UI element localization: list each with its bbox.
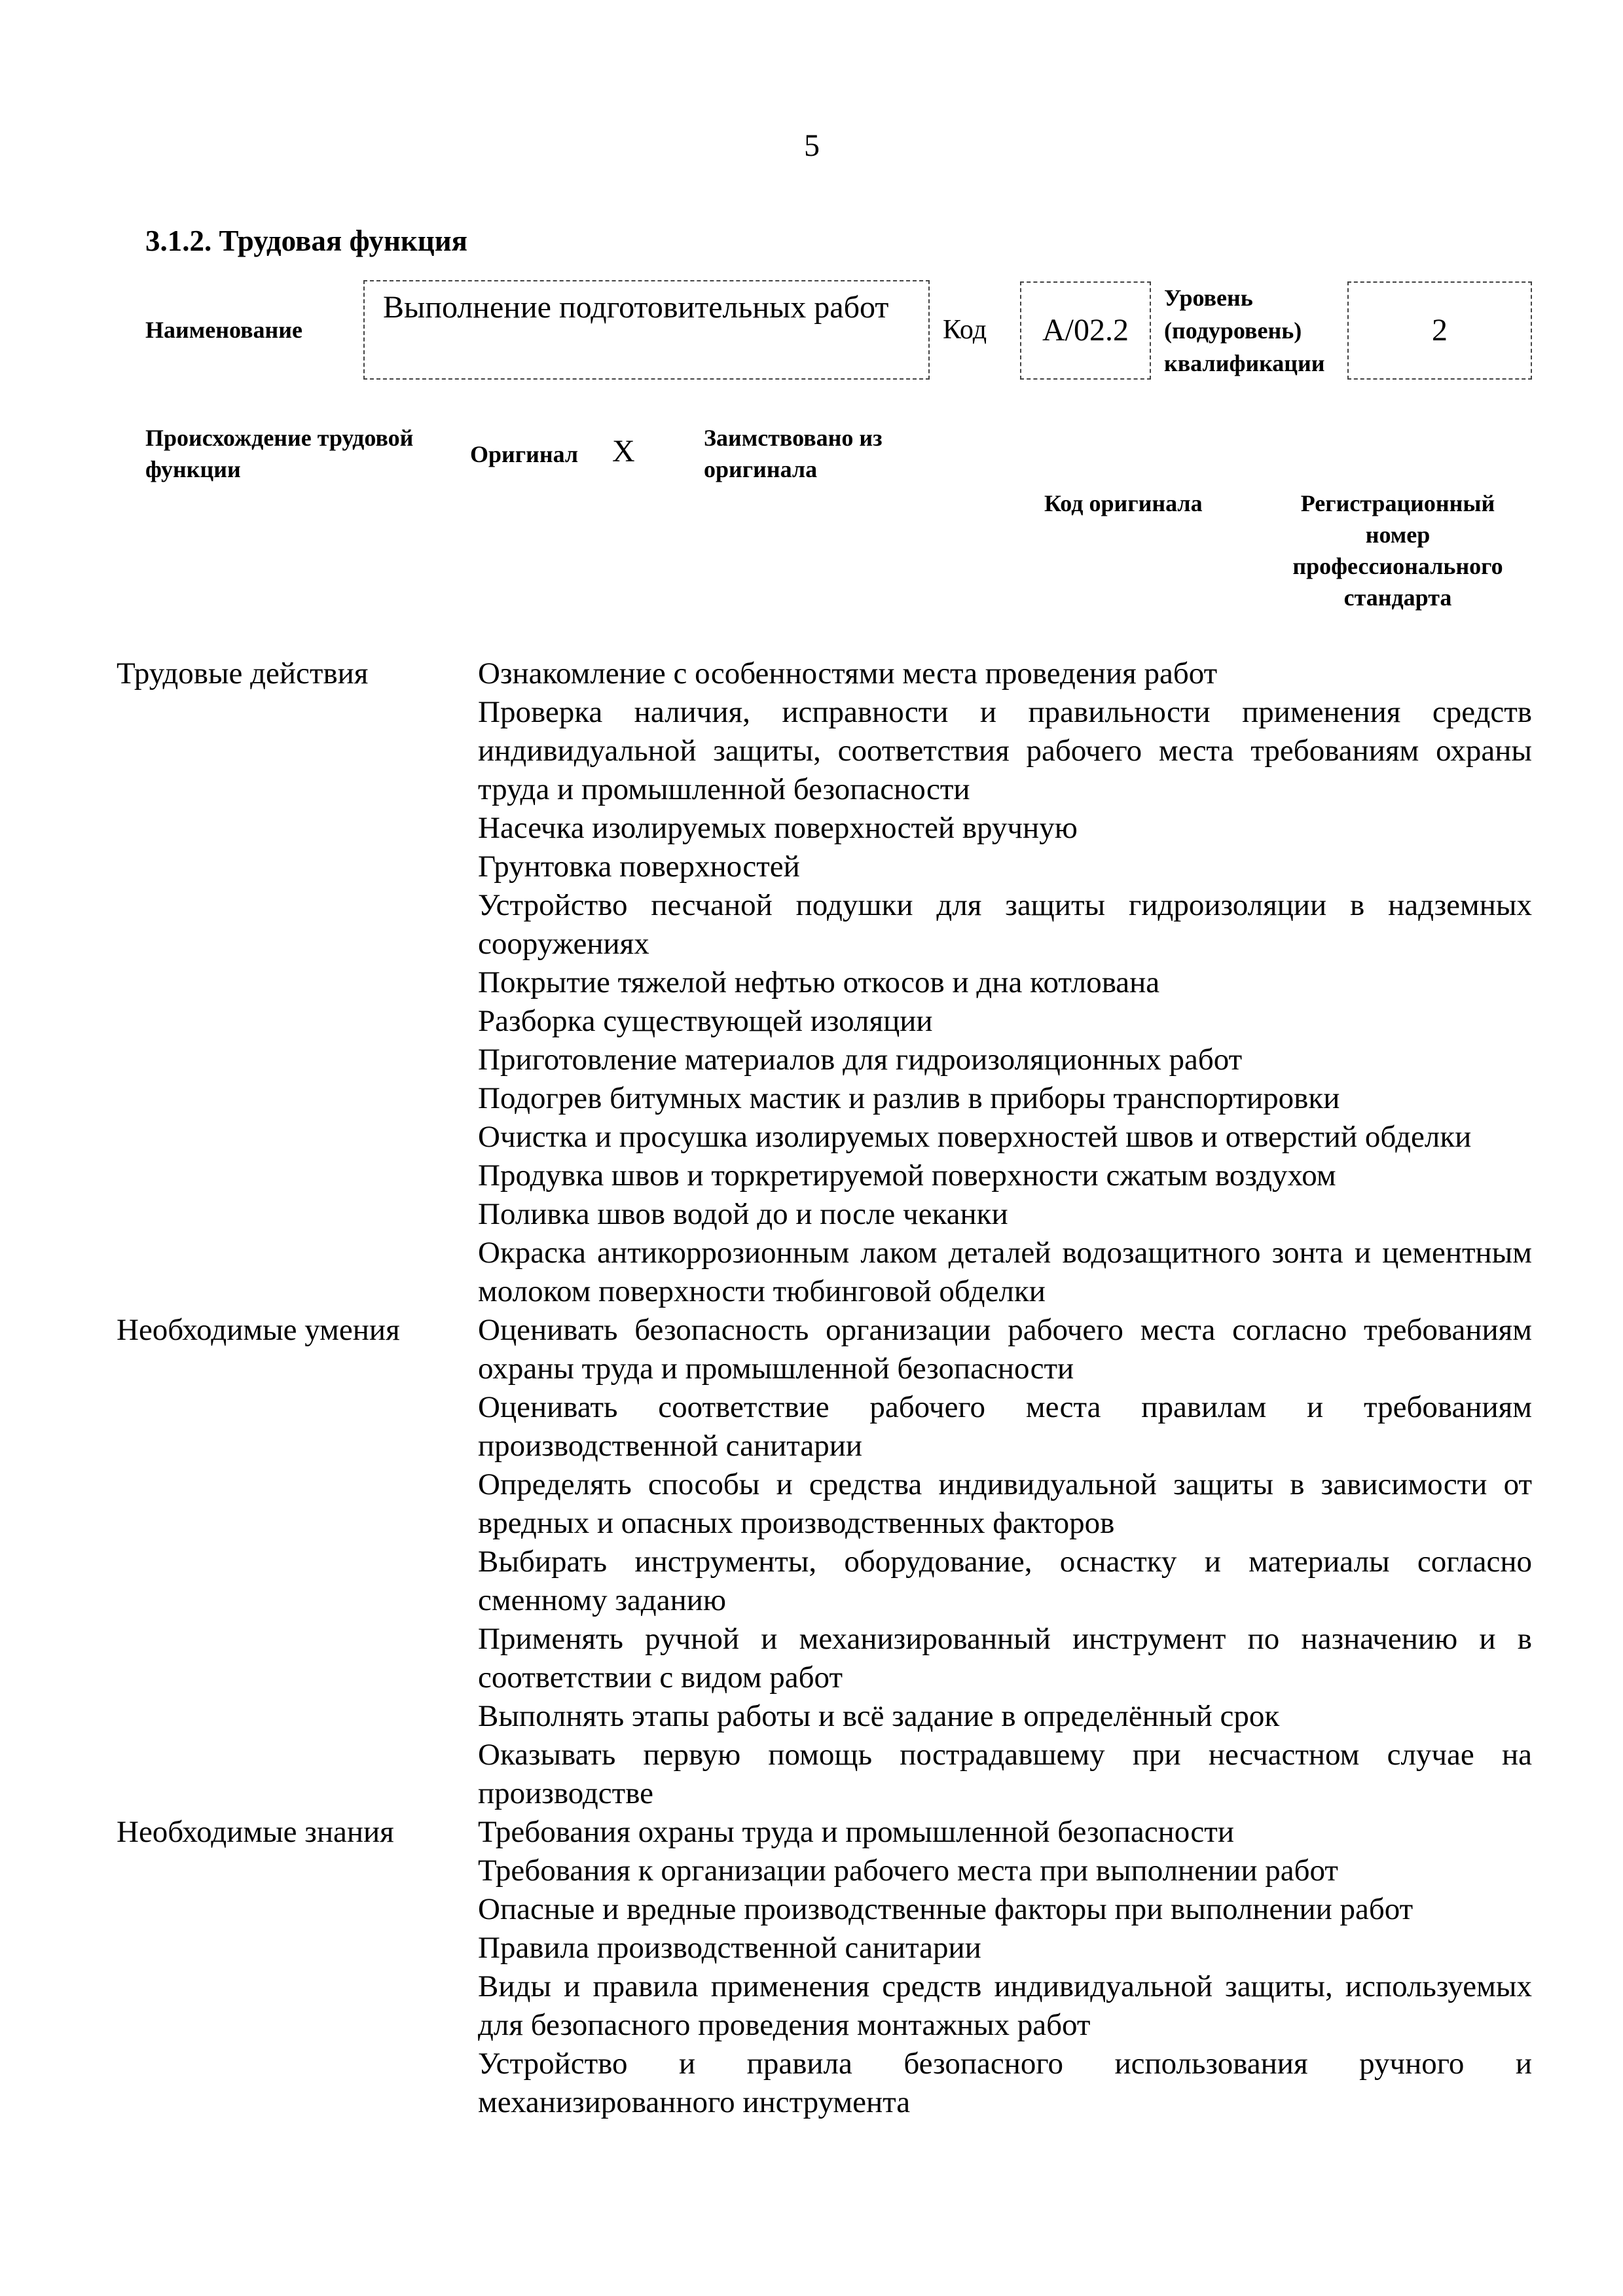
table-row <box>111 1195 1532 1234</box>
table-row <box>111 1543 1532 1620</box>
reg-number-line-4: стандарта <box>1343 584 1452 611</box>
table-row <box>111 1234 1532 1311</box>
section-label-spacer <box>111 1620 477 1697</box>
list-item: Определять способы и средства индивидуальной защиты в зависимости от вредных и опасных производственных факторов <box>478 1467 1532 1540</box>
section-label-spacer <box>111 1967 477 2045</box>
list-item: Требования охраны труда и промышленной безопасности <box>478 1815 1234 1849</box>
section-label-spacer <box>111 1195 477 1234</box>
section-label-spacer <box>111 1079 477 1118</box>
section-label-spacer <box>111 1736 477 1813</box>
list-item: Оценивать безопасность организации рабочего места согласно требованиям охраны труда и промышленной безопасности <box>478 1313 1532 1386</box>
section-label-spacer <box>111 1002 477 1041</box>
list-item: Оценивать соответствие рабочего места правилам и требованиям производственной санитарии <box>478 1390 1532 1463</box>
page-number: 5 <box>804 128 820 163</box>
section-label-spacer <box>111 1543 477 1620</box>
list-item: Поливка швов водой до и после чеканки <box>478 1197 1008 1231</box>
table-row <box>111 1157 1532 1195</box>
section-label-spacer <box>111 1465 477 1543</box>
table-row <box>111 1813 1532 1852</box>
section-label-spacer <box>111 1041 477 1079</box>
table-row <box>111 886 1532 963</box>
table-row <box>111 1620 1532 1697</box>
reg-number-line-2: номер <box>1365 522 1431 548</box>
table-row <box>111 1736 1532 1813</box>
list-item: Грунтовка поверхностей <box>478 850 800 884</box>
borrowed-label-line-1: Заимствовано из <box>704 425 883 451</box>
level-label-line-1: Уровень <box>1164 285 1253 311</box>
table-row <box>111 963 1532 1002</box>
name-label: Наименование <box>145 317 302 343</box>
table-row <box>111 809 1532 848</box>
borrowed-label <box>704 422 883 485</box>
reg-number-line-3: профессионального <box>1292 553 1503 579</box>
reg-number-line-1: Регистрационный <box>1300 490 1495 516</box>
list-item: Проверка наличия, исправности и правильности применения средств индивидуальной защиты, соответствия рабочего места требованиям охраны труда и промышленной безопасности <box>478 695 1532 806</box>
list-item: Выполнять этапы работы и всё задание в определённый срок <box>478 1699 1280 1733</box>
table-row <box>111 1041 1532 1079</box>
table-row <box>111 1388 1532 1465</box>
name-value: Выполнение подготовительных работ <box>383 290 889 325</box>
table-row <box>111 2045 1532 2122</box>
table-row <box>111 1311 1532 1388</box>
origin-label <box>145 422 413 485</box>
list-item: Продувка швов и торкретируемой поверхности сжатым воздухом <box>478 1158 1336 1193</box>
labor-function-table <box>111 655 1532 2122</box>
list-item: Окраска антикоррозионным лаком деталей водозащитного зонта и цементным молоком поверхности тюбинговой обделки <box>478 1236 1532 1308</box>
list-item: Опасные и вредные производственные факторы при выполнении работ <box>478 1892 1413 1926</box>
list-item: Разборка существующей изоляции <box>478 1004 933 1038</box>
table-row <box>111 693 1532 809</box>
level-label-line-2: (подуровень) <box>1164 317 1302 344</box>
name-box <box>363 280 930 380</box>
table-row <box>111 1890 1532 1929</box>
section-label-spacer <box>111 848 477 886</box>
section-label-spacer <box>111 1118 477 1157</box>
section-label-spacer <box>111 1234 477 1311</box>
code-label: Код <box>943 315 987 345</box>
list-item: Покрытие тяжелой нефтью откосов и дна котлована <box>478 965 1160 999</box>
qualification-level-label <box>1164 281 1325 380</box>
section-label-spacer <box>111 1157 477 1195</box>
level-box <box>1347 281 1532 380</box>
table-row <box>111 848 1532 886</box>
section-label-spacer <box>111 809 477 848</box>
section-label: Необходимые умения <box>117 1313 400 1347</box>
code-box <box>1020 281 1151 380</box>
section-title: 3.1.2. Трудовая функция <box>145 224 468 257</box>
list-item: Выбирать инструменты, оборудование, оснастку и материалы согласно сменному заданию <box>478 1545 1532 1617</box>
registration-number-label <box>1260 488 1535 613</box>
list-item: Приготовление материалов для гидроизоляционных работ <box>478 1043 1243 1077</box>
code-value: A/02.2 <box>1042 313 1129 348</box>
list-item: Подогрев битумных мастик и разлив в приборы транспортировки <box>478 1081 1340 1115</box>
code-original-label: Код оригинала <box>1044 490 1203 516</box>
table-row <box>111 1929 1532 1967</box>
list-item: Насечка изолируемых поверхностей вручную <box>478 811 1078 845</box>
list-item: Ознакомление с особенностями места проведения работ <box>478 656 1218 691</box>
table-row <box>111 1079 1532 1118</box>
original-label: Оригинал <box>470 441 579 467</box>
table-row <box>111 655 1532 693</box>
table-row <box>111 1002 1532 1041</box>
section-label-spacer <box>111 963 477 1002</box>
origin-label-line-1: Происхождение трудовой <box>145 425 414 451</box>
table-row <box>111 1697 1532 1736</box>
borrowed-label-line-2: оригинала <box>704 456 818 482</box>
table-row <box>111 1967 1532 2045</box>
section-label: Необходимые знания <box>117 1815 394 1849</box>
level-value: 2 <box>1432 313 1448 348</box>
section-label-spacer <box>111 1890 477 1929</box>
list-item: Очистка и просушка изолируемых поверхностей швов и отверстий обделки <box>478 1120 1472 1154</box>
section-label-spacer <box>111 1929 477 1967</box>
table-row <box>111 1465 1532 1543</box>
table-row <box>111 1852 1532 1890</box>
list-item: Устройство песчаной подушки для защиты гидроизоляции в надземных сооружениях <box>478 888 1532 961</box>
list-item: Устройство и правила безопасного использования ручного и механизированного инструмента <box>478 2047 1532 2119</box>
list-item: Правила производственной санитарии <box>478 1931 981 1965</box>
table-row <box>111 1118 1532 1157</box>
list-item: Применять ручной и механизированный инструмент по назначению и в соответствии с видом работ <box>478 1622 1532 1695</box>
list-item: Оказывать первую помощь пострадавшему при несчастном случае на производстве <box>478 1738 1532 1810</box>
list-item: Виды и правила применения средств индивидуальной защиты, используемых для безопасного проведения монтажных работ <box>478 1969 1532 2042</box>
section-label-spacer <box>111 886 477 963</box>
section-label-spacer <box>111 1388 477 1465</box>
original-mark: X <box>612 434 635 469</box>
origin-label-line-2: функции <box>145 456 241 482</box>
list-item: Требования к организации рабочего места при выполнении работ <box>478 1854 1338 1888</box>
section-label-spacer <box>111 2045 477 2122</box>
section-label: Трудовые действия <box>117 656 369 691</box>
section-label-spacer <box>111 1697 477 1736</box>
section-label-spacer <box>111 1852 477 1890</box>
section-label-spacer <box>111 693 477 809</box>
level-label-line-3: квалификации <box>1164 350 1325 376</box>
